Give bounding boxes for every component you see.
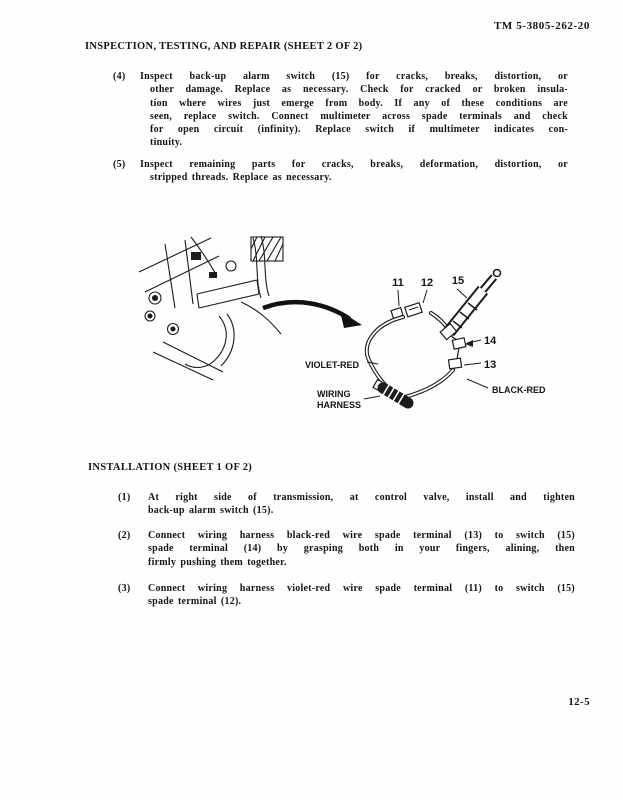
text-line: tion where wires just emerge from body. If any of these conditions are (150, 97, 568, 109)
text-line: for open circuit (infinity). Replace switch if multimeter indicates con- (150, 124, 568, 136)
item-text (148, 582, 575, 609)
callout-15: 15 (451, 275, 465, 287)
text-line: Connect wiring harness black-red wire spade terminal (13) to switch (15) (148, 530, 575, 541)
tm-number: TM 5-3805-262-20 (493, 20, 590, 32)
item-text (148, 491, 575, 518)
item-number: (4) (113, 71, 126, 82)
list-item-2 (118, 529, 575, 569)
pointer-arrow-icon (263, 302, 362, 328)
spade-terminal-12 (405, 303, 422, 317)
text-line: spade terminal (14) by grasping both in your fingers, alining, then (148, 543, 575, 555)
figure-illustration (131, 232, 551, 432)
label-wiring: WIRING (317, 389, 351, 399)
text-line: other damage. Replace as necessary. Check for cracked or broken insula- (150, 84, 568, 96)
violet-red-wire (367, 317, 403, 389)
text-line: stripped threads. Replace as necessary. (150, 172, 332, 184)
section-heading-installation: INSTALLATION (SHEET 1 OF 2) (88, 462, 253, 473)
label-black-red: BLACK-RED (492, 385, 546, 395)
list-item-3 (118, 582, 575, 609)
harness-coil (373, 380, 408, 404)
text-line: Inspect remaining parts for cracks, breaks, deformation, distortion, or (140, 159, 568, 170)
page-number: 12-5 (568, 696, 590, 708)
spade-terminal-14 (452, 338, 466, 349)
wiring-harness-drawing (364, 270, 501, 405)
item-text (148, 529, 575, 569)
item-number: (5) (113, 159, 126, 170)
callout-12: 12 (420, 277, 434, 289)
machinery-drawing (139, 236, 283, 380)
backup-alarm-switch (440, 270, 500, 340)
item-number: (2) (118, 530, 131, 541)
text-line: firmly pushing them together. (148, 556, 287, 568)
item-number: (1) (118, 492, 131, 503)
item-number: (3) (118, 583, 131, 594)
item-text (140, 70, 568, 150)
text-line: back-up alarm switch (15). (148, 505, 274, 517)
spade-terminal-13 (449, 358, 462, 369)
callout-11: 11 (392, 277, 404, 289)
label-harness: HARNESS (317, 400, 362, 410)
item-text (140, 158, 568, 185)
section-heading-inspection: INSPECTION, TESTING, AND REPAIR (SHEET 2 OF 2) (85, 41, 363, 52)
text-line: seen, replace switch. Connect multimeter across spade terminals and check (150, 110, 568, 122)
text-line: tinuity. (150, 137, 183, 149)
callout-14: 14 (484, 335, 497, 347)
list-item-4 (113, 70, 568, 150)
text-line: spade terminal (12). (148, 596, 242, 608)
text-line: At right side of transmission, at control valve, install and tighten (148, 492, 575, 503)
text-line: Connect wiring harness violet-red wire spade terminal (11) to switch (15) (148, 583, 575, 594)
label-violet-red: VIOLET-RED (305, 360, 360, 370)
list-item-1 (118, 491, 575, 518)
text-line: Inspect back-up alarm switch (15) for cracks, breaks, distortion, or (140, 71, 568, 82)
callout-13: 13 (484, 359, 497, 371)
list-item-5 (113, 158, 568, 185)
black-red-wire (405, 370, 453, 397)
